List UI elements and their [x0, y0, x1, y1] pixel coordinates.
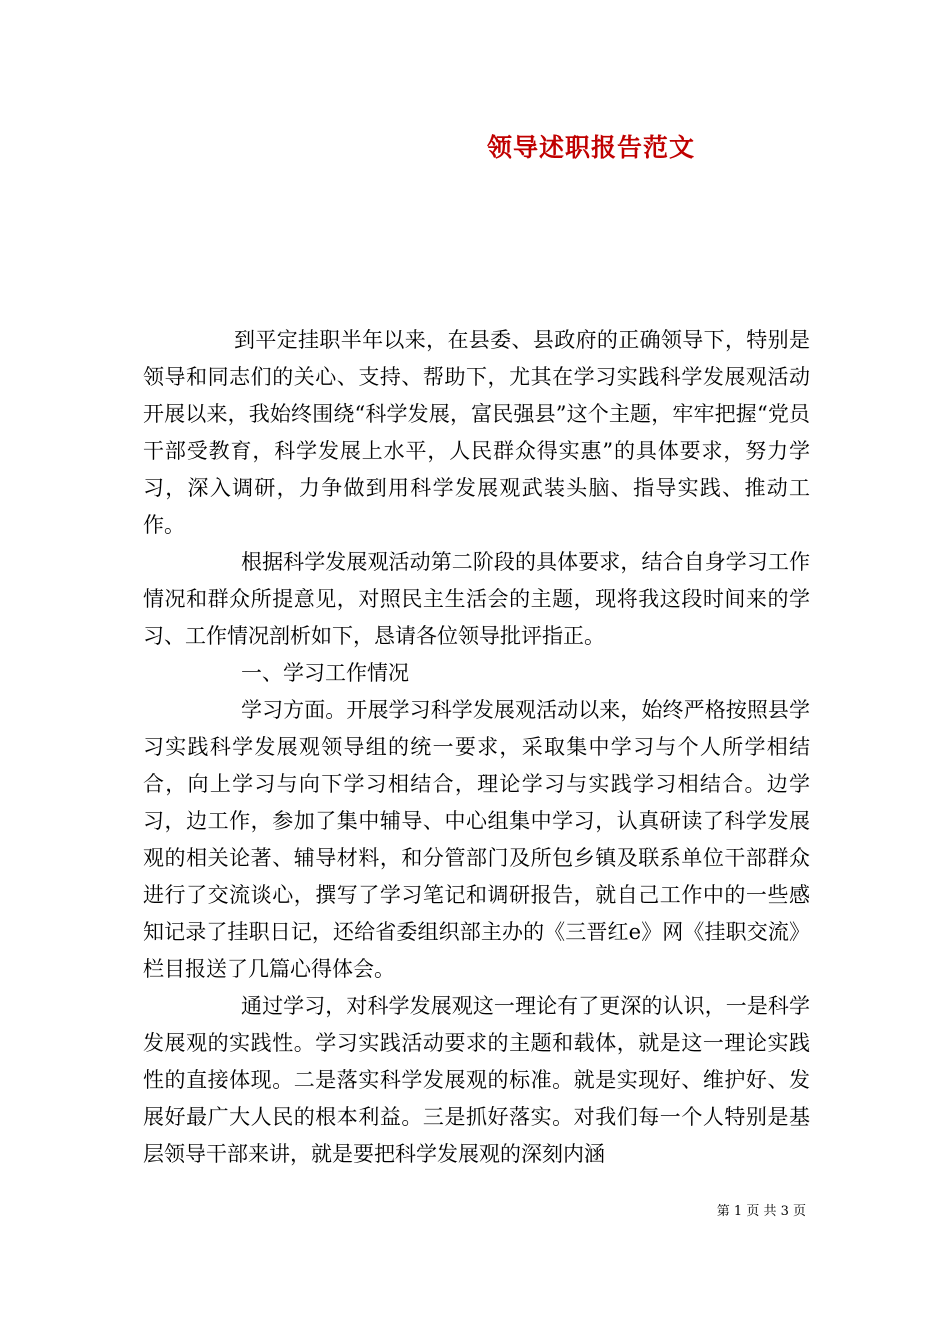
body-paragraph-4: 通过学习，对科学发展观这一理论有了更深的认识，一是科学发展观的实践性。学习实践活动要求的主题和载体，就是这一理论实践性的直接体现。二是落实科学发展观的标准。就是实现好、维护好、发展好最广大人民的根本利益。三是抓好落实。对我们每一个人特别是基层领导干部来讲，就是要把科学发展观的深刻内涵 [143, 994, 810, 1166]
body-paragraph-3: 学习方面。开展学习科学发展观活动以来，始终严格按照县学习实践科学发展观领导组的统一要求，采取集中学习与个人所学相结合，向上学习与向下学习相结合，理论学习与实践学习相结合。边学习，边工作，参加了集中辅导、中心组集中学习，认真研读了科学发展观的相关论著、辅导材料，和分管部门及所包乡镇及联系单位干部群众进行了交流谈心，撰写了学习笔记和调研报告，就自己工作中的一些感知记录了挂职日记，还给省委组织部主办的《三晋红e》网《挂职交流》栏目报送了几篇心得体会。 [143, 698, 810, 981]
document-body [143, 322, 810, 1173]
body-paragraph-2: 根据科学发展观活动第二阶段的具体要求，结合自身学习工作情况和群众所提意见，对照民主生活会的主题，现将我这段时间来的学习、工作情况剖析如下，恳请各位领导批评指正。 [143, 550, 810, 648]
page-number-footer: 第 1 页 共 3 页 [716, 1204, 806, 1219]
document-title: 领导述职报告范文 [487, 133, 696, 162]
body-paragraph-1: 到平定挂职半年以来，在县委、县政府的正确领导下，特别是领导和同志们的关心、支持、帮助下，尤其在学习实践科学发展观活动开展以来，我始终围绕“科学发展，富民强县”这个主题，牢牢把握“党员干部受教育，科学发展上水平，人民群众得实惠”的具体要求，努力学习，深入调研，力争做到用科学发展观武装头脑、指导实践、推动工作。 [143, 328, 810, 537]
section-heading-1: 一、学习工作情况 [241, 661, 409, 685]
